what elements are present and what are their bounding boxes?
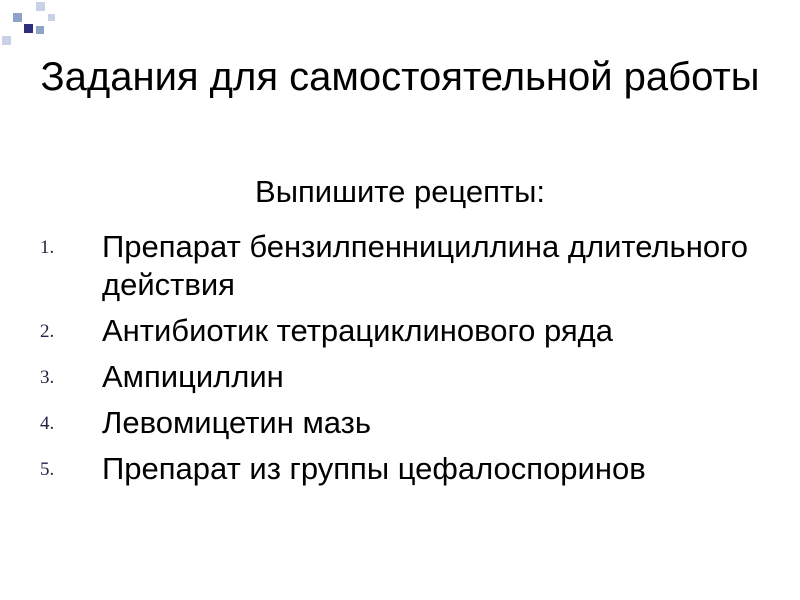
list-item — [40, 404, 780, 442]
list-number: 2. — [40, 321, 55, 342]
list-item-text: Препарат бензилпеннициллина длительного действия — [102, 229, 748, 302]
list-number: 3. — [40, 367, 55, 388]
list-item — [40, 228, 780, 304]
decor-square — [36, 26, 44, 34]
list-item-text: Ампициллин — [102, 359, 284, 394]
list-item-text: Препарат из группы цефалоспоринов — [102, 451, 646, 486]
list-number: 5. — [40, 459, 55, 480]
list-number: 1. — [40, 237, 55, 258]
list-item-text: Антибиотик тетрациклинового ряда — [102, 313, 613, 348]
list-number: 4. — [40, 413, 55, 434]
slide-subtitle: Выпишите рецепты: — [255, 174, 545, 209]
decor-square — [2, 36, 11, 45]
slide-title — [0, 50, 800, 104]
list-item-text: Левомицетин мазь — [102, 405, 372, 440]
list-item — [40, 312, 780, 350]
decor-square — [48, 14, 55, 21]
decor-square — [24, 24, 33, 33]
slide-title-text: Задания для самостоятельной работы — [40, 55, 760, 99]
decor-square — [36, 2, 45, 11]
list-item — [40, 358, 780, 396]
task-list — [40, 228, 780, 496]
list-item — [40, 450, 780, 488]
decor-square — [13, 13, 22, 22]
slide-title-block — [0, 50, 800, 104]
